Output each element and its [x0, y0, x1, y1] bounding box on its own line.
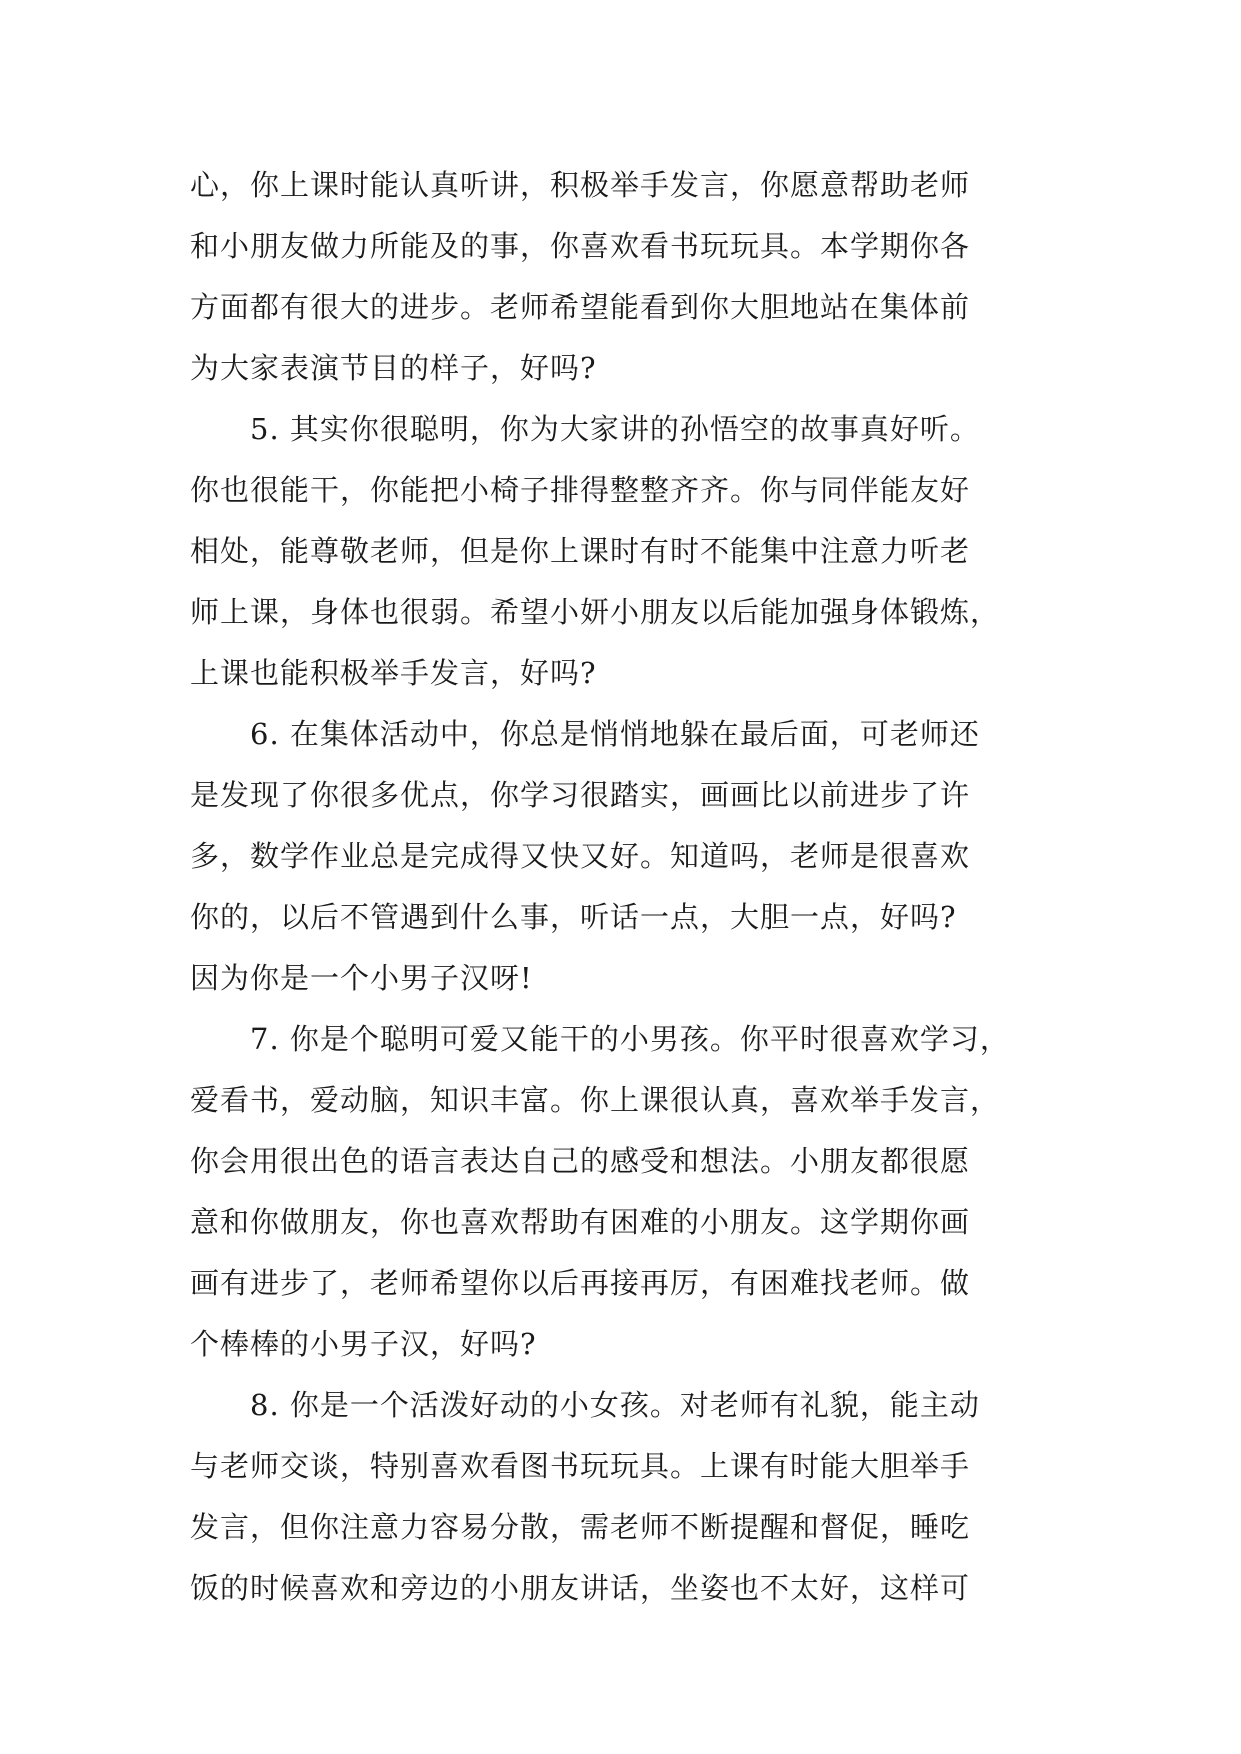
text-line: 6. 在集体活动中，你总是悄悄地躲在最后面，可老师还: [190, 717, 980, 751]
text-line: 爱看书，爱动脑，知识丰富。你上课很认真，喜欢举手发言，: [190, 1083, 1001, 1117]
text-line: 8. 你是一个活泼好动的小女孩。对老师有礼貌，能主动: [190, 1388, 980, 1422]
text-line: 相处，能尊敬老师，但是你上课时有时不能集中注意力听老: [190, 534, 971, 568]
text-line: 你的，以后不管遇到什么事，听话一点，大胆一点，好吗?: [190, 900, 957, 934]
text-line: 多，数学作业总是完成得又快又好。知道吗，老师是很喜欢: [190, 839, 971, 873]
text-line: 方面都有很大的进步。老师希望能看到你大胆地站在集体前: [190, 290, 971, 324]
text-line: 饭的时候喜欢和旁边的小朋友讲话，坐姿也不太好，这样可: [190, 1571, 971, 1605]
text-line: 师上课，身体也很弱。希望小妍小朋友以后能加强身体锻炼，: [190, 595, 1001, 629]
text-line: 发言，但你注意力容易分散，需老师不断提醒和督促，睡吃: [190, 1510, 971, 1544]
text-line: 为大家表演节目的样子，好吗?: [190, 351, 597, 385]
text-line: 画有进步了，老师希望你以后再接再厉，有困难找老师。做: [190, 1266, 971, 1300]
text-line: 个棒棒的小男子汉，好吗?: [190, 1327, 537, 1361]
text-line: 因为你是一个小男子汉呀!: [190, 961, 533, 995]
text-line: 5. 其实你很聪明，你为大家讲的孙悟空的故事真好听。: [190, 412, 980, 446]
text-line: 7. 你是个聪明可爱又能干的小男孩。你平时很喜欢学习，: [190, 1022, 1010, 1056]
text-line: 上课也能积极举手发言，好吗?: [190, 656, 597, 690]
text-line: 是发现了你很多优点，你学习很踏实，画画比以前进步了许: [190, 778, 971, 812]
text-line: 心，你上课时能认真听讲，积极举手发言，你愿意帮助老师: [190, 168, 971, 202]
text-line: 你也很能干，你能把小椅子排得整整齐齐。你与同伴能友好: [190, 473, 971, 507]
text-line: 你会用很出色的语言表达自己的感受和想法。小朋友都很愿: [190, 1144, 971, 1178]
text-line: 意和你做朋友，你也喜欢帮助有困难的小朋友。这学期你画: [190, 1205, 971, 1239]
text-line: 和小朋友做力所能及的事，你喜欢看书玩玩具。本学期你各: [190, 229, 971, 263]
text-line: 与老师交谈，特别喜欢看图书玩玩具。上课有时能大胆举手: [190, 1449, 971, 1483]
